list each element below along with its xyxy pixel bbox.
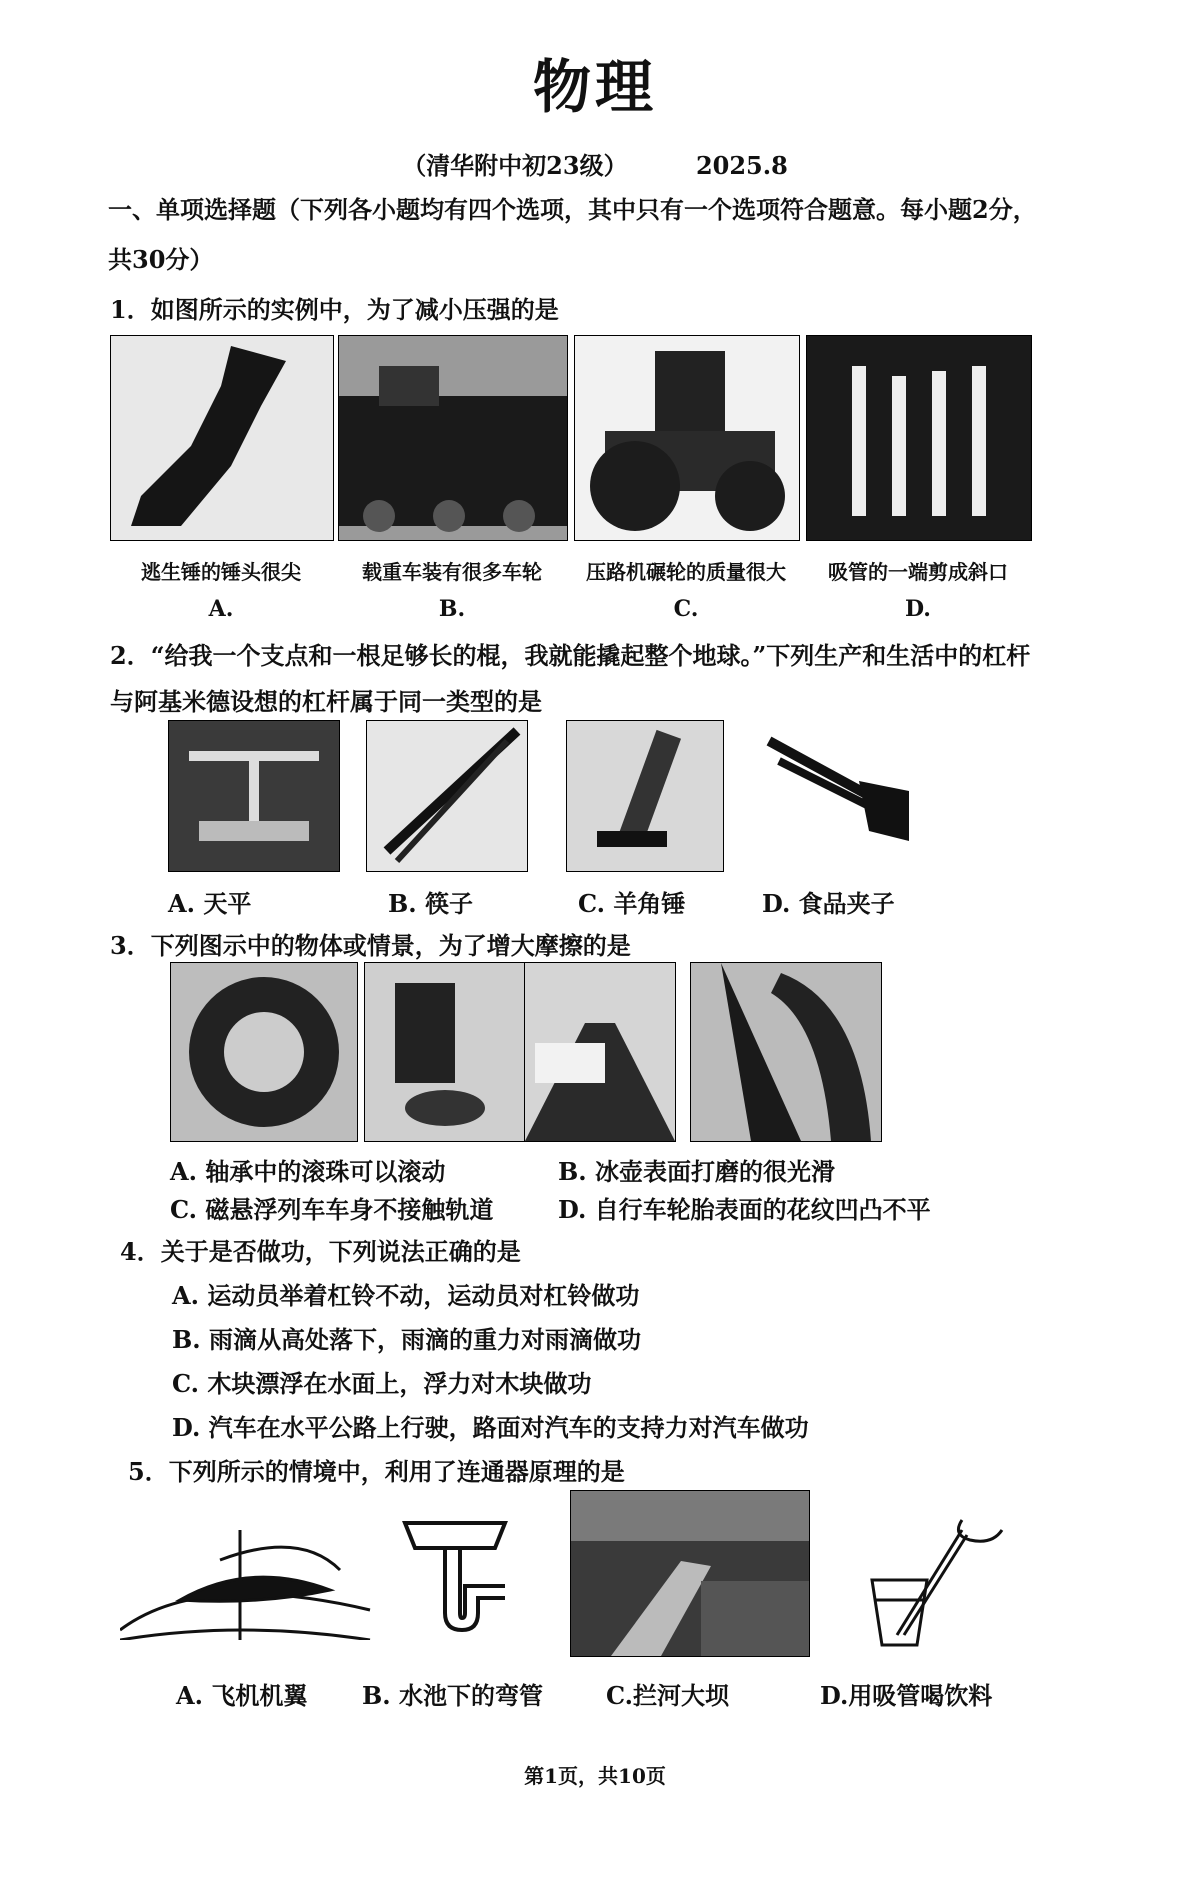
q3-option-d: D. 自行车轮胎表面的花纹凹凸不平 xyxy=(558,1195,931,1224)
q1-option-b: B. xyxy=(438,596,466,622)
question-1-stem: 1．如图所示的实例中，为了减小压强的是 xyxy=(110,295,559,324)
q1-option-c: C. xyxy=(673,596,699,622)
section-heading-cont: 共30分） xyxy=(108,245,214,274)
q1-option-a: A. xyxy=(208,596,234,622)
q1-image-c-roller xyxy=(574,335,800,541)
q2-image-d-food-tongs xyxy=(758,720,920,872)
q2-option-c: C. 羊角锤 xyxy=(578,889,686,918)
q3-image-a-bearing xyxy=(170,962,358,1142)
q2-option-b: B. 筷子 xyxy=(388,889,473,918)
page-number: 第1页，共10页 xyxy=(524,1764,666,1788)
section-heading: 一、单项选择题（下列各小题均有四个选项，其中只有一个选项符合题意。每小题2分， xyxy=(108,195,1037,224)
q3-option-c: C. 磁悬浮列车车身不接触轨道 xyxy=(170,1195,494,1224)
question-4-stem: 4．关于是否做功，下列说法正确的是 xyxy=(120,1237,521,1266)
q2-image-c-claw-hammer xyxy=(566,720,724,872)
question-3-stem: 3．下列图示中的物体或情景，为了增大摩擦的是 xyxy=(110,931,631,960)
q1-image-b-truck xyxy=(338,335,568,541)
q5-option-c: C.拦河大坝 xyxy=(606,1681,730,1710)
q4-option-c: C. 木块漂浮在水面上，浮力对木块做功 xyxy=(172,1369,592,1398)
question-2-stem-cont: 与阿基米德设想的杠杆属于同一类型的是 xyxy=(110,687,542,716)
q5-image-c-dam xyxy=(570,1490,810,1657)
exam-date: 2025.8 xyxy=(695,151,788,180)
q4-option-a: A. 运动员举着杠铃不动，运动员对杠铃做功 xyxy=(172,1281,640,1310)
q3-option-a: A. 轴承中的滚珠可以滚动 xyxy=(170,1157,446,1186)
q5-option-d: D.用吸管喝饮料 xyxy=(820,1681,993,1710)
question-2-stem: 2．“给我一个支点和一根足够长的棍，我就能撬起整个地球。”下列生产和生活中的杠杆 xyxy=(110,641,1031,670)
page-title: 物理 xyxy=(532,53,657,121)
q5-option-a: A. 飞机机翼 xyxy=(176,1681,308,1710)
q1-image-d-straws xyxy=(806,335,1032,541)
question-5-stem: 5．下列所示的情境中，利用了连通器原理的是 xyxy=(128,1457,625,1486)
school-label: （清华附中初23级） xyxy=(402,151,628,180)
q5-image-b-sink-trap xyxy=(400,1518,510,1638)
q3-option-b: B. 冰壶表面打磨的很光滑 xyxy=(558,1157,835,1186)
q1-caption-b: 载重车装有很多车轮 xyxy=(362,560,542,584)
q2-image-b-chopsticks xyxy=(366,720,528,872)
q3-image-d-bike-tire xyxy=(690,962,882,1142)
q4-option-d: D. 汽车在水平公路上行驶，路面对汽车的支持力对汽车做功 xyxy=(172,1413,809,1442)
q1-caption-d: 吸管的一端剪成斜口 xyxy=(828,560,1008,584)
q3-image-b-curling xyxy=(364,962,526,1142)
q3-image-c-maglev xyxy=(524,962,676,1142)
q1-image-a-escape-hammer xyxy=(110,335,334,541)
q1-option-d: D. xyxy=(905,596,931,622)
q1-caption-a: 逃生锤的锤头很尖 xyxy=(141,560,301,584)
q5-image-a-airfoil xyxy=(120,1530,380,1640)
q5-image-d-straw-drink xyxy=(862,1510,1012,1650)
q1-caption-c: 压路机碾轮的质量很大 xyxy=(586,560,786,584)
q2-image-a-balance xyxy=(168,720,340,872)
q4-option-b: B. 雨滴从高处落下，雨滴的重力对雨滴做功 xyxy=(172,1325,641,1354)
q5-option-b: B. 水池下的弯管 xyxy=(362,1681,543,1710)
q2-option-a: A. 天平 xyxy=(168,889,252,918)
exam-subtitle xyxy=(0,146,1190,181)
q2-option-d: D. 食品夹子 xyxy=(762,889,895,918)
